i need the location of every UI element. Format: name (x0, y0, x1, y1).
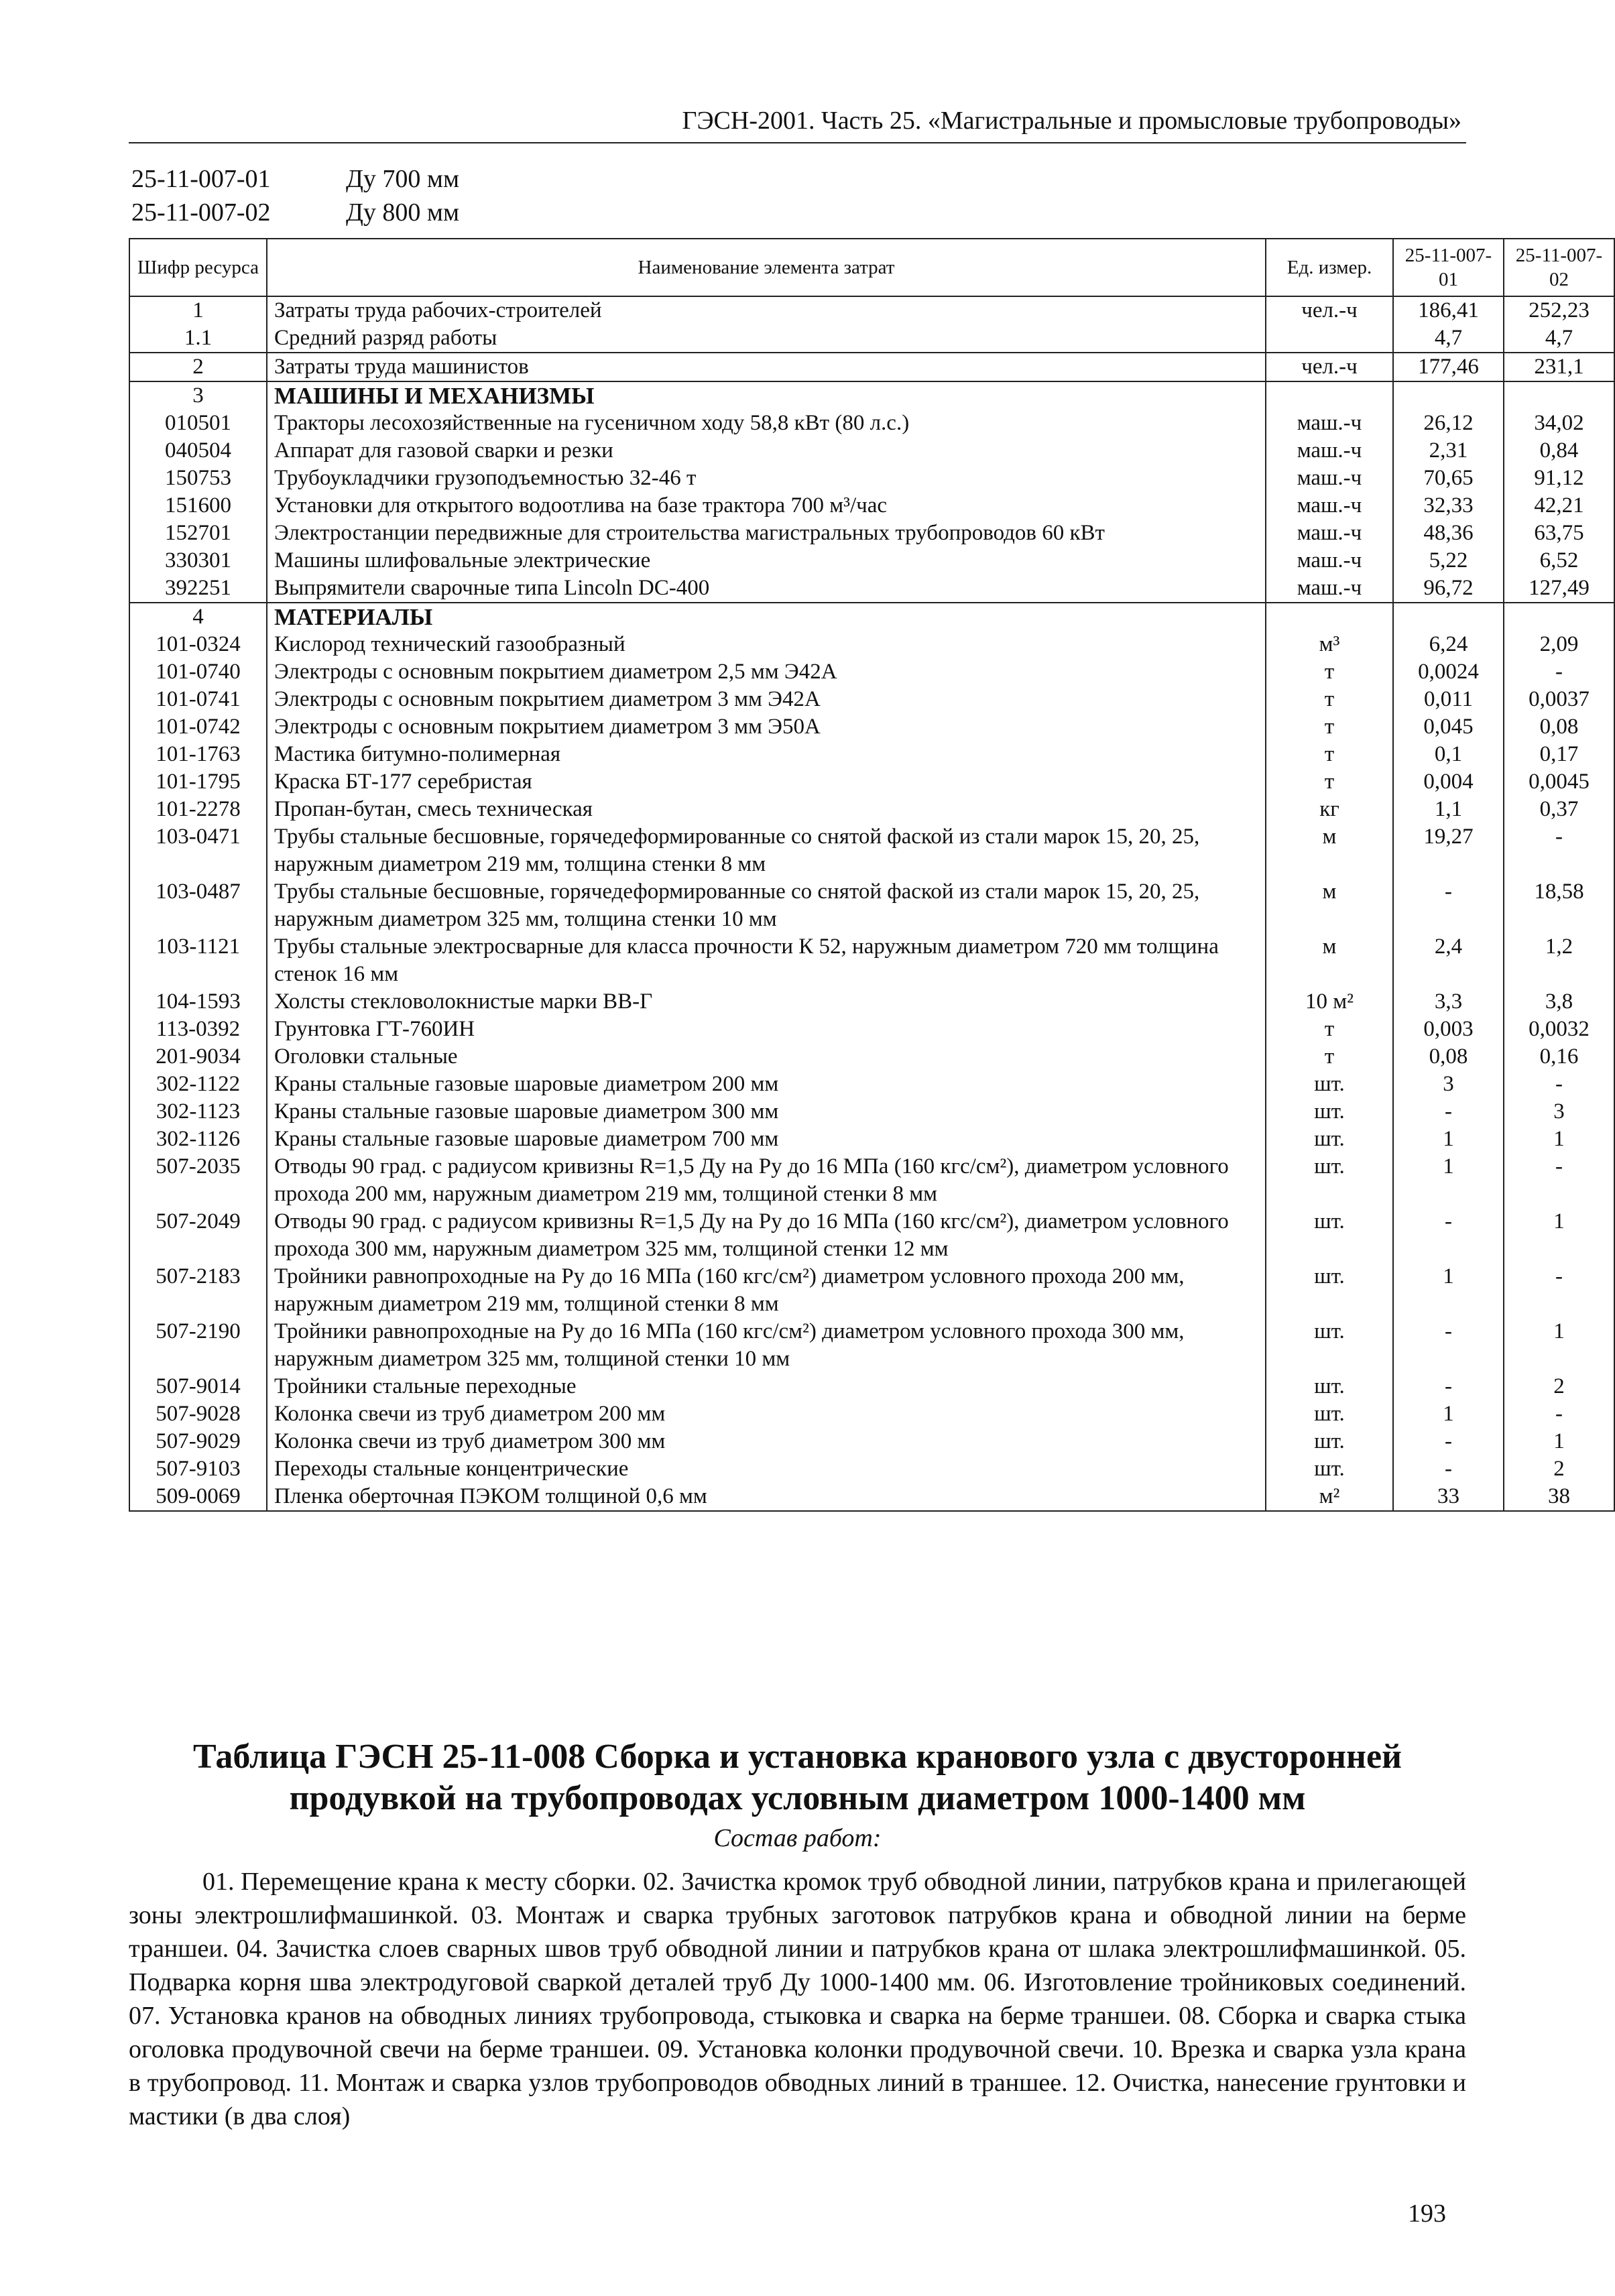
value-variant-1-cell: 3 (1393, 1071, 1504, 1098)
value-variant-1-cell: - (1393, 1318, 1504, 1373)
value-variant-1-cell: - (1393, 1098, 1504, 1126)
table-row (129, 575, 1614, 603)
unit-cell: кг (1266, 796, 1393, 823)
resource-name-cell: Трубы стальные бесшовные, горячедеформированные со снятой фаской из стали марок 15, 20, 25, наружным диаметром 219 мм, толщина стенки 8 мм (267, 823, 1266, 878)
header-unit: Ед. измер. (1266, 239, 1393, 296)
unit-cell: маш.-ч (1266, 547, 1393, 575)
value-variant-1-cell: 177,46 (1393, 353, 1504, 381)
resource-code-cell: 507-9028 (129, 1400, 267, 1428)
unit-cell: шт. (1266, 1153, 1393, 1208)
value-variant-1-cell: 26,12 (1393, 410, 1504, 437)
resource-code-cell: 103-0487 (129, 878, 267, 933)
resource-name-cell: Тройники стальные переходные (267, 1373, 1266, 1400)
unit-cell: м³ (1266, 631, 1393, 658)
value-variant-1-cell: 33 (1393, 1483, 1504, 1511)
variant-item (131, 162, 459, 196)
value-variant-1-cell: 1 (1393, 1126, 1504, 1153)
unit-cell: т (1266, 1043, 1393, 1071)
resource-code-cell: 507-9103 (129, 1455, 267, 1483)
value-variant-1-cell (1393, 603, 1504, 631)
resource-name-cell: Электроды с основным покрытием диаметром 3 мм Э50А (267, 713, 1266, 741)
unit-cell: 10 м² (1266, 988, 1393, 1016)
value-variant-2-cell: - (1504, 658, 1614, 686)
value-variant-2-cell: 1 (1504, 1208, 1614, 1263)
table-row (129, 631, 1614, 658)
resource-name-cell: Тройники равнопроходные на Ру до 16 МПа (160 кгс/см²) диаметром условного прохода 200 мм, наружным диаметром 219 мм, толщиной стенки 8 мм (267, 1263, 1266, 1318)
table2-subtitle: Состав работ: (713, 1824, 882, 1852)
table-row (129, 1455, 1614, 1483)
resource-name-cell: Краны стальные газовые шаровые диаметром 300 мм (267, 1098, 1266, 1126)
resource-code-cell: 2 (129, 353, 267, 381)
value-variant-2-cell: 1 (1504, 1318, 1614, 1373)
unit-cell: маш.-ч (1266, 465, 1393, 492)
page-number: 193 (1408, 2199, 1446, 2228)
resource-name-cell: Пропан-бутан, смесь техническая (267, 796, 1266, 823)
header-divider (129, 142, 1466, 143)
value-variant-2-cell: - (1504, 823, 1614, 878)
value-variant-2-cell: 3,8 (1504, 988, 1614, 1016)
resource-code-cell: 104-1593 (129, 988, 267, 1016)
value-variant-2-cell: 34,02 (1504, 410, 1614, 437)
value-variant-1-cell: 32,33 (1393, 492, 1504, 520)
resource-name-cell: МАШИНЫ И МЕХАНИЗМЫ (267, 381, 1266, 410)
value-variant-1-cell: 0,003 (1393, 1016, 1504, 1043)
unit-cell: шт. (1266, 1318, 1393, 1373)
resource-name-cell: МАТЕРИАЛЫ (267, 603, 1266, 631)
resource-name-cell: Мастика битумно-полимерная (267, 741, 1266, 768)
value-variant-2-cell: 38 (1504, 1483, 1614, 1511)
resource-name-cell: Колонка свечи из труб диаметром 200 мм (267, 1400, 1266, 1428)
value-variant-1-cell: 0,045 (1393, 713, 1504, 741)
resource-code-cell: 507-2190 (129, 1318, 267, 1373)
table-row (129, 296, 1614, 324)
resource-name-cell: Выпрямители сварочные типа Lincoln DC-400 (267, 575, 1266, 603)
resource-code-cell: 507-2035 (129, 1153, 267, 1208)
resource-code-cell: 330301 (129, 547, 267, 575)
resource-code-cell: 1 (129, 296, 267, 324)
resource-code-cell: 101-0324 (129, 631, 267, 658)
resource-name-cell: Средний разряд работы (267, 324, 1266, 353)
resource-name-cell: Грунтовка ГТ-760ИН (267, 1016, 1266, 1043)
table-row (129, 1126, 1614, 1153)
resource-name-cell: Переходы стальные концентрические (267, 1455, 1266, 1483)
resource-name-cell: Краны стальные газовые шаровые диаметром 700 мм (267, 1126, 1266, 1153)
resource-code-cell: 302-1126 (129, 1126, 267, 1153)
resource-code-cell: 101-1763 (129, 741, 267, 768)
value-variant-1-cell: 1 (1393, 1153, 1504, 1208)
value-variant-1-cell: 5,22 (1393, 547, 1504, 575)
resource-code-cell: 101-1795 (129, 768, 267, 796)
resource-name-cell: Колонка свечи из труб диаметром 300 мм (267, 1428, 1266, 1455)
resource-code-cell: 507-2049 (129, 1208, 267, 1263)
resource-name-cell: Трубы стальные бесшовные, горячедеформированные со снятой фаской из стали марок 15, 20, 25, наружным диаметром 325 мм, толщина стенки 10 мм (267, 878, 1266, 933)
page-header-title: ГЭСН-2001. Часть 25. «Магистральные и промысловые трубопроводы» (682, 107, 1461, 135)
table-row (129, 1483, 1614, 1511)
value-variant-2-cell: 231,1 (1504, 353, 1614, 381)
value-variant-2-cell: - (1504, 1400, 1614, 1428)
value-variant-1-cell: 1 (1393, 1400, 1504, 1428)
value-variant-1-cell: 1 (1393, 1263, 1504, 1318)
value-variant-2-cell: 0,08 (1504, 713, 1614, 741)
table-row (129, 547, 1614, 575)
value-variant-2-cell: 91,12 (1504, 465, 1614, 492)
value-variant-2-cell: 0,0032 (1504, 1016, 1614, 1043)
table-row (129, 1153, 1614, 1208)
table-row (129, 823, 1614, 878)
value-variant-2-cell: 4,7 (1504, 324, 1614, 353)
unit-cell: чел.-ч (1266, 353, 1393, 381)
variant-code: 25-11-007-01 (131, 165, 271, 193)
header-name: Наименование элемента затрат (267, 239, 1266, 296)
value-variant-1-cell: 0,1 (1393, 741, 1504, 768)
unit-cell: шт. (1266, 1428, 1393, 1455)
section-row (129, 603, 1614, 631)
resource-name-cell: Электроды с основным покрытием диаметром 3 мм Э42А (267, 686, 1266, 713)
value-variant-1-cell: - (1393, 1373, 1504, 1400)
resource-code-cell: 101-0741 (129, 686, 267, 713)
value-variant-2-cell: 252,23 (1504, 296, 1614, 324)
table2-title: Таблица ГЭСН 25-11-008 Сборка и установка кранового узла с двусторонней продувкой на трубопроводах условным диаметром 1000-1400 мм (192, 1738, 1402, 1817)
unit-cell: т (1266, 658, 1393, 686)
value-variant-2-cell: 1 (1504, 1126, 1614, 1153)
table-row (129, 658, 1614, 686)
unit-cell: маш.-ч (1266, 410, 1393, 437)
table-row (129, 768, 1614, 796)
table-row (129, 1098, 1614, 1126)
unit-cell: т (1266, 768, 1393, 796)
resource-name-cell: Пленка оберточная ПЭКОМ толщиной 0,6 мм (267, 1483, 1266, 1511)
table-row (129, 988, 1614, 1016)
value-variant-1-cell: 1,1 (1393, 796, 1504, 823)
resource-name-cell: Электростанции передвижные для строительства магистральных трубопроводов 60 кВт (267, 520, 1266, 547)
table-row (129, 410, 1614, 437)
unit-cell: м² (1266, 1483, 1393, 1511)
value-variant-1-cell: 0,011 (1393, 686, 1504, 713)
table-row (129, 1318, 1614, 1373)
unit-cell: м (1266, 878, 1393, 933)
unit-cell: шт. (1266, 1126, 1393, 1153)
value-variant-2-cell: 0,16 (1504, 1043, 1614, 1071)
resource-name-cell: Краны стальные газовые шаровые диаметром 200 мм (267, 1071, 1266, 1098)
table-row (129, 492, 1614, 520)
unit-cell: маш.-ч (1266, 437, 1393, 465)
table-row (129, 1400, 1614, 1428)
unit-cell: т (1266, 686, 1393, 713)
resource-code-cell: 4 (129, 603, 267, 631)
value-variant-1-cell: 186,41 (1393, 296, 1504, 324)
value-variant-2-cell: - (1504, 1071, 1614, 1098)
table-row (129, 1071, 1614, 1098)
value-variant-1-cell: 48,36 (1393, 520, 1504, 547)
value-variant-2-cell: - (1504, 1263, 1614, 1318)
resource-code-cell: 151600 (129, 492, 267, 520)
value-variant-2-cell: 18,58 (1504, 878, 1614, 933)
table-row (129, 324, 1614, 353)
resource-code-cell: 201-9034 (129, 1043, 267, 1071)
value-variant-1-cell: 3,3 (1393, 988, 1504, 1016)
table-row (129, 878, 1614, 933)
resource-code-cell: 113-0392 (129, 1016, 267, 1043)
variant-code: 25-11-007-02 (131, 198, 271, 227)
unit-cell: шт. (1266, 1400, 1393, 1428)
resource-name-cell: Краска БТ-177 серебристая (267, 768, 1266, 796)
unit-cell: маш.-ч (1266, 492, 1393, 520)
resource-code-cell: 101-2278 (129, 796, 267, 823)
unit-cell: т (1266, 741, 1393, 768)
table-row (129, 1208, 1614, 1263)
unit-cell: шт. (1266, 1208, 1393, 1263)
resource-name-cell: Затраты труда рабочих-строителей (267, 296, 1266, 324)
resource-code-cell: 103-1121 (129, 933, 267, 988)
table-row (129, 741, 1614, 768)
resource-name-cell: Холсты стекловолокнистые марки ВВ-Г (267, 988, 1266, 1016)
value-variant-1-cell: 6,24 (1393, 631, 1504, 658)
resource-code-cell: 302-1122 (129, 1071, 267, 1098)
resource-name-cell: Тракторы лесохозяйственные на гусеничном ходу 58,8 кВт (80 л.с.) (267, 410, 1266, 437)
resource-code-cell: 150753 (129, 465, 267, 492)
unit-cell: м (1266, 823, 1393, 878)
value-variant-1-cell: 19,27 (1393, 823, 1504, 878)
value-variant-2-cell: 3 (1504, 1098, 1614, 1126)
unit-cell: т (1266, 1016, 1393, 1043)
table-row (129, 1373, 1614, 1400)
table-row (129, 1043, 1614, 1071)
resource-name-cell: Электроды с основным покрытием диаметром 2,5 мм Э42А (267, 658, 1266, 686)
variant-item (131, 196, 459, 229)
resource-name-cell: Трубоукладчики грузоподъемностью 32-46 т (267, 465, 1266, 492)
table-row (129, 520, 1614, 547)
resource-code-cell: 302-1123 (129, 1098, 267, 1126)
unit-cell: шт. (1266, 1098, 1393, 1126)
section-row (129, 381, 1614, 410)
resource-name-cell: Отводы 90 град. с радиусом кривизны R=1,5 Ду на Ру до 16 МПа (160 кгс/см²), диаметром условного прохода 200 мм, наружным диаметром 219 мм, толщиной стенки 8 мм (267, 1153, 1266, 1208)
resource-name-cell: Затраты труда машинистов (267, 353, 1266, 381)
unit-cell: м (1266, 933, 1393, 988)
value-variant-2-cell (1504, 381, 1614, 410)
header-variant-1: 25-11-007-01 (1393, 239, 1504, 296)
value-variant-1-cell: 0,0024 (1393, 658, 1504, 686)
unit-cell: маш.-ч (1266, 575, 1393, 603)
value-variant-1-cell: - (1393, 1428, 1504, 1455)
variant-label: Ду 700 мм (346, 165, 460, 193)
resource-name-cell: Отводы 90 град. с радиусом кривизны R=1,5 Ду на Ру до 16 МПа (160 кгс/см²), диаметром условного прохода 300 мм, наружным диаметром 325 мм, толщиной стенки 12 мм (267, 1208, 1266, 1263)
value-variant-2-cell: 1 (1504, 1428, 1614, 1455)
resource-code-cell: 392251 (129, 575, 267, 603)
resource-code-cell: 507-9029 (129, 1428, 267, 1455)
value-variant-2-cell (1504, 603, 1614, 631)
resource-name-cell: Установки для открытого водоотлива на базе трактора 700 м³/час (267, 492, 1266, 520)
value-variant-1-cell: 2,4 (1393, 933, 1504, 988)
value-variant-2-cell: 0,84 (1504, 437, 1614, 465)
table-row (129, 796, 1614, 823)
resource-table (129, 238, 1615, 1512)
resource-name-cell: Трубы стальные электросварные для класса прочности К 52, наружным диаметром 720 мм толщина стенок 16 мм (267, 933, 1266, 988)
table-row (129, 1428, 1614, 1455)
resource-name-cell: Машины шлифовальные электрические (267, 547, 1266, 575)
table2-work-description: 01. Перемещение крана к месту сборки. 02. Зачистка кромок труб обводной линии, патрубков крана и прилегающей зоны электрошлифмашинкой. 03. Монтаж и сварка трубных заготовок патрубков крана и обводной линии на берме траншеи. 04. Зачистка слоев сварных швов труб обводной линии и патрубков крана от шлака электрошлифмашинкой. 05. Подварка корня шва электродуговой сваркой деталей труб Ду 1000-1400 мм. 06. Изготовление тройниковых соединений. 07. Установка кранов на обводных линиях трубопровода, стыковка и сварка на берме траншеи. 08. Сборка и сварка стыка оголовка продувочной свечи на берме траншеи. 09. Установка колонки продувочной свечи. 10. Врезка и сварка узла крана в трубопровод. 11. Монтаж и сварка узлов трубопроводов обводных линий в траншее. 12. Очистка, нанесение грунтовки и мастики (в два слоя) (129, 1868, 1466, 2130)
value-variant-2-cell: 2 (1504, 1455, 1614, 1483)
table-row (129, 933, 1614, 988)
unit-cell: шт. (1266, 1263, 1393, 1318)
value-variant-2-cell: 2,09 (1504, 631, 1614, 658)
unit-cell: шт. (1266, 1455, 1393, 1483)
table-row (129, 1263, 1614, 1318)
table-row (129, 713, 1614, 741)
unit-cell (1266, 603, 1393, 631)
resource-name-cell: Аппарат для газовой сварки и резки (267, 437, 1266, 465)
resource-code-cell: 010501 (129, 410, 267, 437)
resource-code-cell: 101-0742 (129, 713, 267, 741)
table-row (129, 353, 1614, 381)
unit-cell: шт. (1266, 1373, 1393, 1400)
value-variant-2-cell: 0,17 (1504, 741, 1614, 768)
value-variant-2-cell: 63,75 (1504, 520, 1614, 547)
value-variant-1-cell (1393, 381, 1504, 410)
value-variant-1-cell: 0,004 (1393, 768, 1504, 796)
value-variant-1-cell: 70,65 (1393, 465, 1504, 492)
value-variant-2-cell: 127,49 (1504, 575, 1614, 603)
unit-cell: шт. (1266, 1071, 1393, 1098)
value-variant-1-cell: 2,31 (1393, 437, 1504, 465)
unit-cell (1266, 381, 1393, 410)
table-header-row (129, 239, 1614, 296)
resource-code-cell: 507-9014 (129, 1373, 267, 1400)
resource-name-cell: Кислород технический газообразный (267, 631, 1266, 658)
value-variant-1-cell: - (1393, 1455, 1504, 1483)
resource-code-cell: 1.1 (129, 324, 267, 353)
resource-code-cell: 101-0740 (129, 658, 267, 686)
resource-code-cell: 507-2183 (129, 1263, 267, 1318)
value-variant-2-cell: 2 (1504, 1373, 1614, 1400)
value-variant-1-cell: 4,7 (1393, 324, 1504, 353)
value-variant-2-cell: 6,52 (1504, 547, 1614, 575)
value-variant-1-cell: 0,08 (1393, 1043, 1504, 1071)
resource-code-cell: 152701 (129, 520, 267, 547)
value-variant-2-cell: 0,0045 (1504, 768, 1614, 796)
resource-code-cell: 3 (129, 381, 267, 410)
unit-cell: т (1266, 713, 1393, 741)
resource-code-cell: 103-0471 (129, 823, 267, 878)
value-variant-1-cell: - (1393, 1208, 1504, 1263)
table-row (129, 686, 1614, 713)
variant-list (131, 162, 459, 229)
resource-code-cell: 040504 (129, 437, 267, 465)
value-variant-2-cell: 42,21 (1504, 492, 1614, 520)
value-variant-2-cell: 0,0037 (1504, 686, 1614, 713)
resource-name-cell: Тройники равнопроходные на Ру до 16 МПа (160 кгс/см²) диаметром условного прохода 300 мм, наружным диаметром 325 мм, толщиной стенки 10 мм (267, 1318, 1266, 1373)
table-row (129, 437, 1614, 465)
header-variant-2: 25-11-007-02 (1504, 239, 1614, 296)
resource-name-cell: Оголовки стальные (267, 1043, 1266, 1071)
variant-label: Ду 800 мм (346, 198, 460, 227)
table-body (129, 296, 1614, 1511)
value-variant-1-cell: 96,72 (1393, 575, 1504, 603)
value-variant-2-cell: - (1504, 1153, 1614, 1208)
header-code: Шифр ресурса (129, 239, 267, 296)
unit-cell: чел.-ч (1266, 296, 1393, 324)
value-variant-1-cell: - (1393, 878, 1504, 933)
resource-code-cell: 509-0069 (129, 1483, 267, 1511)
table-row (129, 1016, 1614, 1043)
unit-cell (1266, 324, 1393, 353)
value-variant-2-cell: 0,37 (1504, 796, 1614, 823)
value-variant-2-cell: 1,2 (1504, 933, 1614, 988)
table-row (129, 465, 1614, 492)
unit-cell: маш.-ч (1266, 520, 1393, 547)
